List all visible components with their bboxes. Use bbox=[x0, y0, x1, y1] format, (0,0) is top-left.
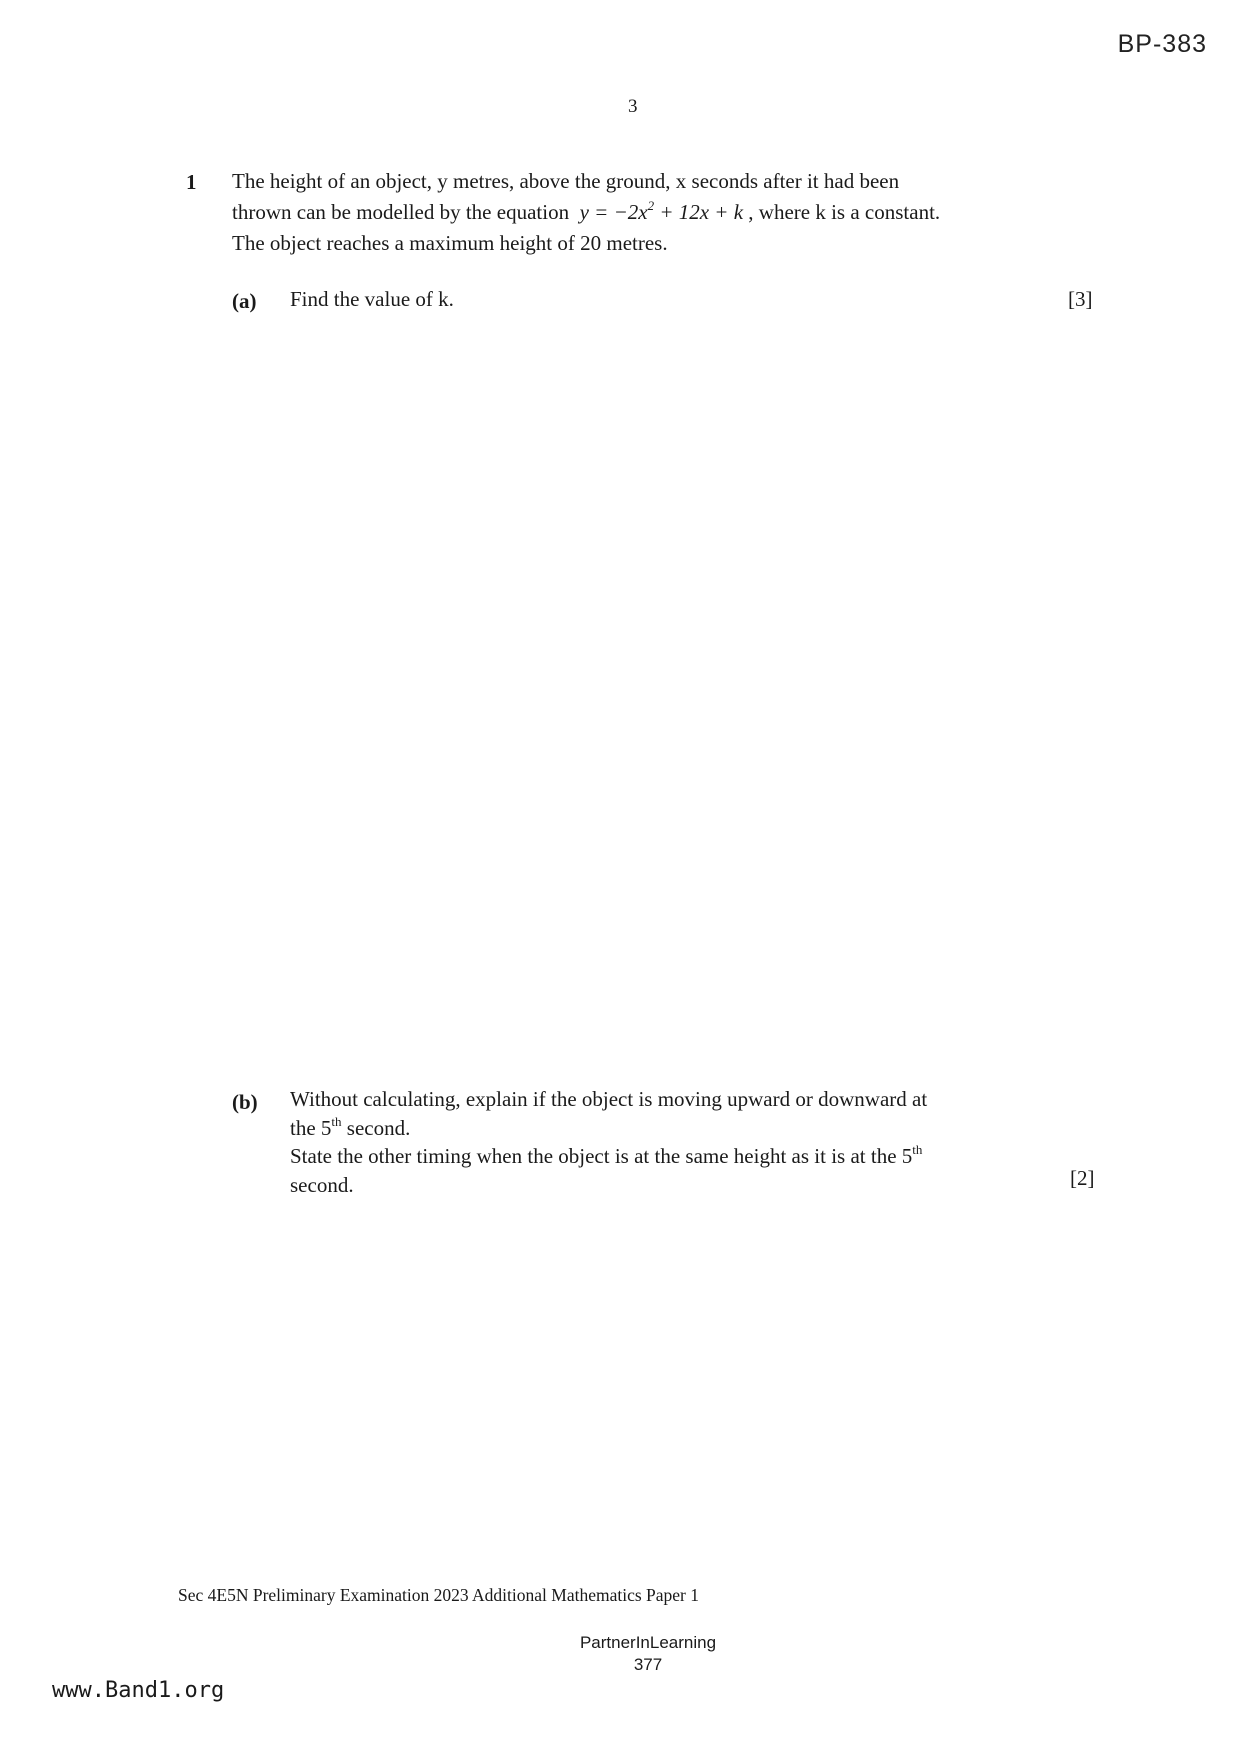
question-stem-line-2 bbox=[232, 197, 1032, 228]
question-stem bbox=[232, 166, 1032, 259]
equation bbox=[580, 200, 743, 224]
equation-rest: + 12x + k bbox=[654, 200, 744, 224]
part-b-line-3-sup: th bbox=[912, 1142, 923, 1157]
footer-website: www.Band1.org bbox=[52, 1678, 225, 1703]
part-b-line-4: second. bbox=[290, 1172, 354, 1197]
part-b-text bbox=[290, 1085, 1060, 1199]
part-b-line-2-post: second. bbox=[341, 1115, 411, 1140]
footer-partner-page: 377 bbox=[633, 1655, 663, 1674]
equation-lhs: y = −2x bbox=[579, 200, 648, 224]
equation-exponent: 2 bbox=[647, 198, 655, 213]
part-b-line-3-pre: State the other timing when the object is at the same height as it is at the 5 bbox=[290, 1144, 913, 1168]
part-b-label: (b) bbox=[232, 1090, 258, 1114]
question-stem-line-1: The height of an object, y metres, above the ground, x seconds after it had been bbox=[232, 169, 900, 193]
footer-exam-title: Sec 4E5N Preliminary Examination 2023 Additional Mathematics Paper 1 bbox=[178, 1585, 700, 1605]
stem-text-after: , where k is a constant. bbox=[748, 200, 941, 224]
stem-text: thrown can be modelled by the equation bbox=[232, 200, 570, 224]
page-number: 3 bbox=[628, 96, 638, 117]
part-b-line-2 bbox=[290, 1114, 1060, 1143]
part-a-text: Find the value of k. bbox=[290, 287, 454, 311]
part-a-label: (a) bbox=[232, 289, 257, 313]
part-b-line-3 bbox=[290, 1142, 1060, 1171]
document-code: BP-383 bbox=[1117, 30, 1207, 58]
footer-partner bbox=[553, 1632, 743, 1676]
part-b-line-2-sup: th bbox=[331, 1113, 342, 1129]
part-b-line-2-pre: the 5 bbox=[290, 1115, 332, 1140]
part-b-marks: [2] bbox=[1070, 1166, 1095, 1190]
part-b-line-1: Without calculating, explain if the object is moving upward or downward at bbox=[290, 1087, 928, 1111]
question-stem-line-3: The object reaches a maximum height of 20 metres. bbox=[232, 231, 668, 255]
footer-partner-name: PartnerInLearning bbox=[579, 1633, 717, 1652]
part-a-marks: [3] bbox=[1068, 287, 1093, 311]
question-number: 1 bbox=[186, 170, 197, 194]
